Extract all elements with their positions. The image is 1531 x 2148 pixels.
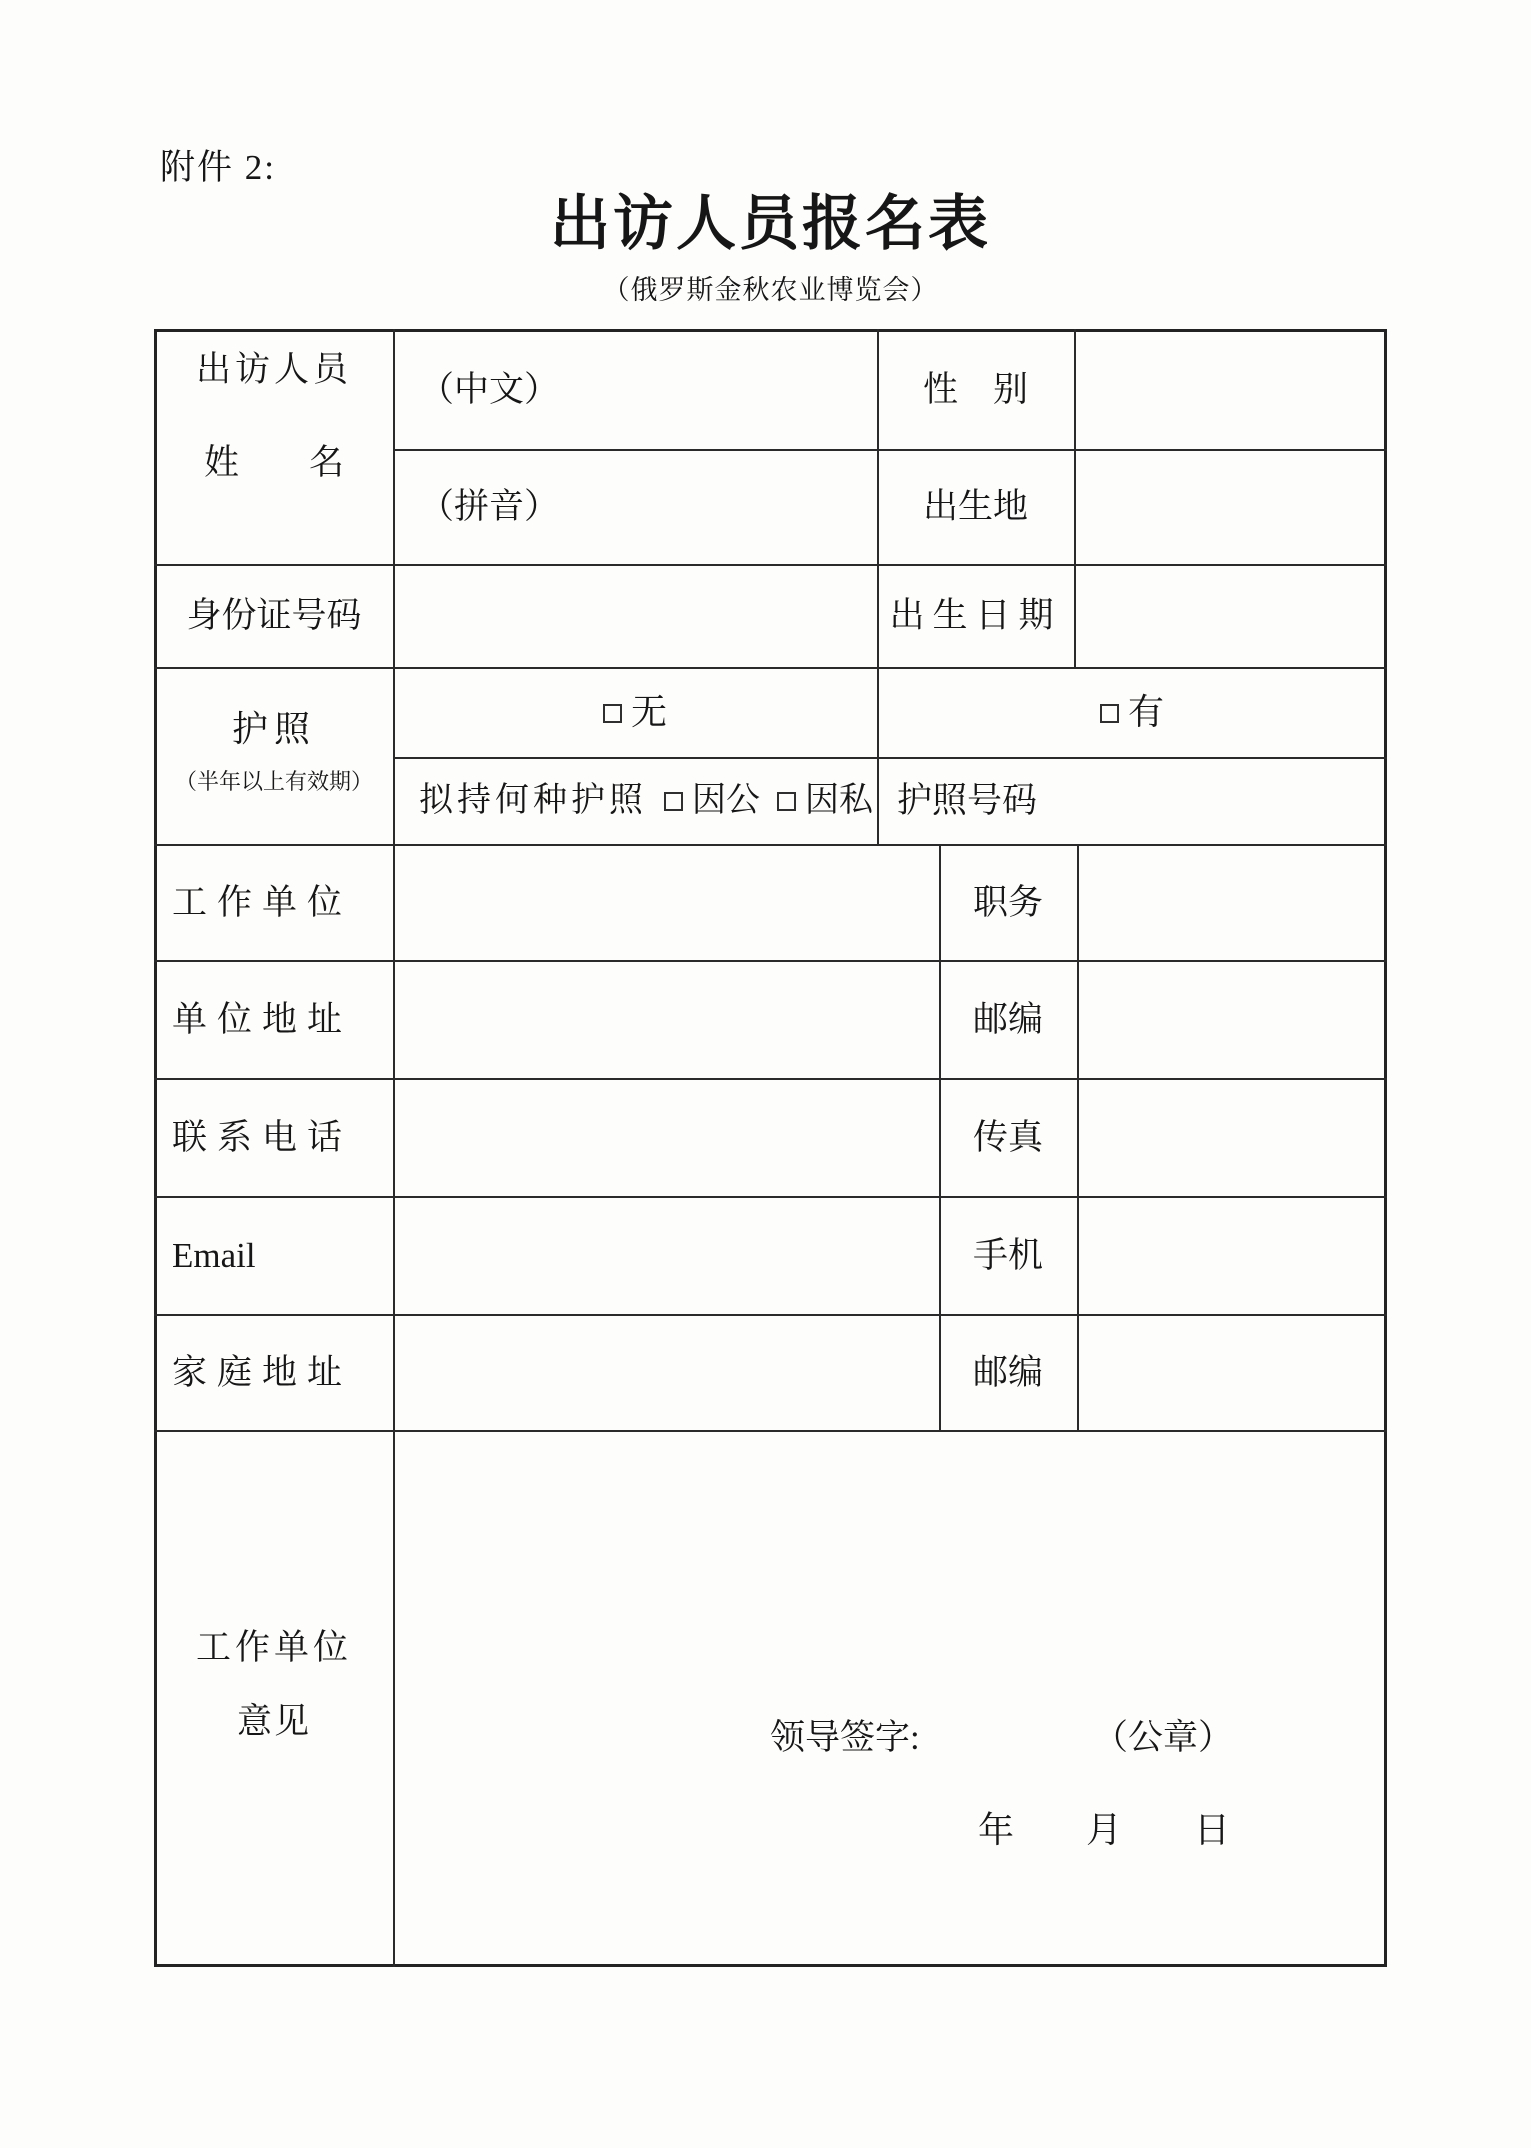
checkbox-icon bbox=[777, 792, 796, 811]
name-label-line2: 姓 名 bbox=[203, 443, 344, 482]
leader-signature-label: 领导签字: bbox=[770, 1718, 920, 1757]
passport-number-cell bbox=[877, 757, 1387, 844]
name-pinyin-cell bbox=[393, 449, 877, 564]
zip-label-text: 邮编 bbox=[972, 999, 1043, 1039]
passport-type-cell bbox=[393, 757, 877, 844]
home-address-label bbox=[155, 1314, 393, 1430]
official-seal-label: （公章） bbox=[1093, 1718, 1234, 1757]
name-pinyin-label: （拼音） bbox=[419, 487, 560, 526]
email-label bbox=[155, 1196, 393, 1314]
name-chinese-cell bbox=[393, 330, 877, 449]
passport-have-option bbox=[877, 667, 1387, 757]
birthdate-label-text: 出生日期 bbox=[889, 596, 1062, 635]
fax-value-cell bbox=[1077, 1078, 1387, 1196]
home-zip-label bbox=[939, 1314, 1077, 1430]
birthplace-label-text: 出生地 bbox=[922, 487, 1028, 526]
zip-label bbox=[939, 960, 1077, 1078]
position-value-cell bbox=[1077, 844, 1387, 960]
email-label-text: Email bbox=[172, 1235, 256, 1275]
id-number-label-text: 身份证号码 bbox=[186, 596, 362, 635]
name-chinese-label: （中文） bbox=[419, 370, 560, 409]
page-subtitle: （俄罗斯金秋农业博览会） bbox=[602, 275, 939, 305]
gender-value-cell bbox=[1074, 330, 1387, 449]
checkbox-icon bbox=[1100, 704, 1119, 723]
attachment-label: 附件 2: bbox=[160, 148, 276, 187]
name-label-line1: 出访人员 bbox=[195, 350, 352, 389]
passport-have-label: 有 bbox=[1127, 692, 1164, 732]
home-zip-label-text: 邮编 bbox=[972, 1352, 1043, 1392]
id-number-value-cell bbox=[393, 564, 877, 667]
home-address-label-text: 家庭地址 bbox=[172, 1352, 353, 1392]
work-unit-value-cell bbox=[393, 844, 939, 960]
passport-row-label bbox=[155, 667, 393, 844]
home-zip-value-cell bbox=[1077, 1314, 1387, 1430]
position-label bbox=[939, 844, 1077, 960]
zip-value-cell bbox=[1077, 960, 1387, 1078]
passport-label-text: 护照 bbox=[231, 709, 316, 749]
birthdate-label bbox=[877, 564, 1074, 667]
work-unit-label-text: 工作单位 bbox=[172, 882, 353, 922]
gender-label bbox=[877, 330, 1074, 449]
name-row-label bbox=[155, 330, 393, 564]
home-address-value-cell bbox=[393, 1314, 939, 1430]
unit-address-value-cell bbox=[393, 960, 939, 1078]
birthplace-label bbox=[877, 449, 1074, 564]
mobile-label-text: 手机 bbox=[972, 1235, 1043, 1275]
phone-label-text: 联系电话 bbox=[172, 1117, 353, 1157]
checkbox-icon bbox=[603, 704, 622, 723]
email-value-cell bbox=[393, 1196, 939, 1314]
birthplace-value-cell bbox=[1074, 449, 1387, 564]
passport-validity-note: （半年以上有效期） bbox=[174, 769, 373, 794]
opinion-row-label bbox=[155, 1430, 393, 1965]
opinion-label-line2: 意见 bbox=[236, 1702, 311, 1741]
date-line-label: 年 月 日 bbox=[978, 1810, 1231, 1850]
phone-label bbox=[155, 1078, 393, 1196]
unit-address-label-text: 单位地址 bbox=[172, 999, 353, 1039]
page-title: 出访人员报名表 bbox=[550, 189, 991, 259]
unit-address-label bbox=[155, 960, 393, 1078]
phone-value-cell bbox=[393, 1078, 939, 1196]
passport-type-question: 拟持何种护照 bbox=[419, 781, 647, 819]
passport-number-label: 护照号码 bbox=[897, 781, 1038, 820]
passport-type-official-label: 因公 bbox=[692, 781, 760, 819]
work-unit-label bbox=[155, 844, 393, 960]
opinion-label-line1: 工作单位 bbox=[195, 1628, 352, 1667]
position-label-text: 职务 bbox=[972, 882, 1043, 922]
fax-label bbox=[939, 1078, 1077, 1196]
birthdate-value-cell bbox=[1074, 564, 1387, 667]
checkbox-icon bbox=[664, 792, 683, 811]
gender-label-text: 性 别 bbox=[922, 370, 1028, 409]
fax-label-text: 传真 bbox=[972, 1117, 1043, 1157]
mobile-label bbox=[939, 1196, 1077, 1314]
id-number-label bbox=[155, 564, 393, 667]
passport-none-label: 无 bbox=[630, 692, 667, 732]
passport-type-private-label: 因私 bbox=[805, 781, 873, 819]
mobile-value-cell bbox=[1077, 1196, 1387, 1314]
passport-none-option bbox=[393, 667, 877, 757]
opinion-value-cell bbox=[393, 1430, 1387, 1965]
